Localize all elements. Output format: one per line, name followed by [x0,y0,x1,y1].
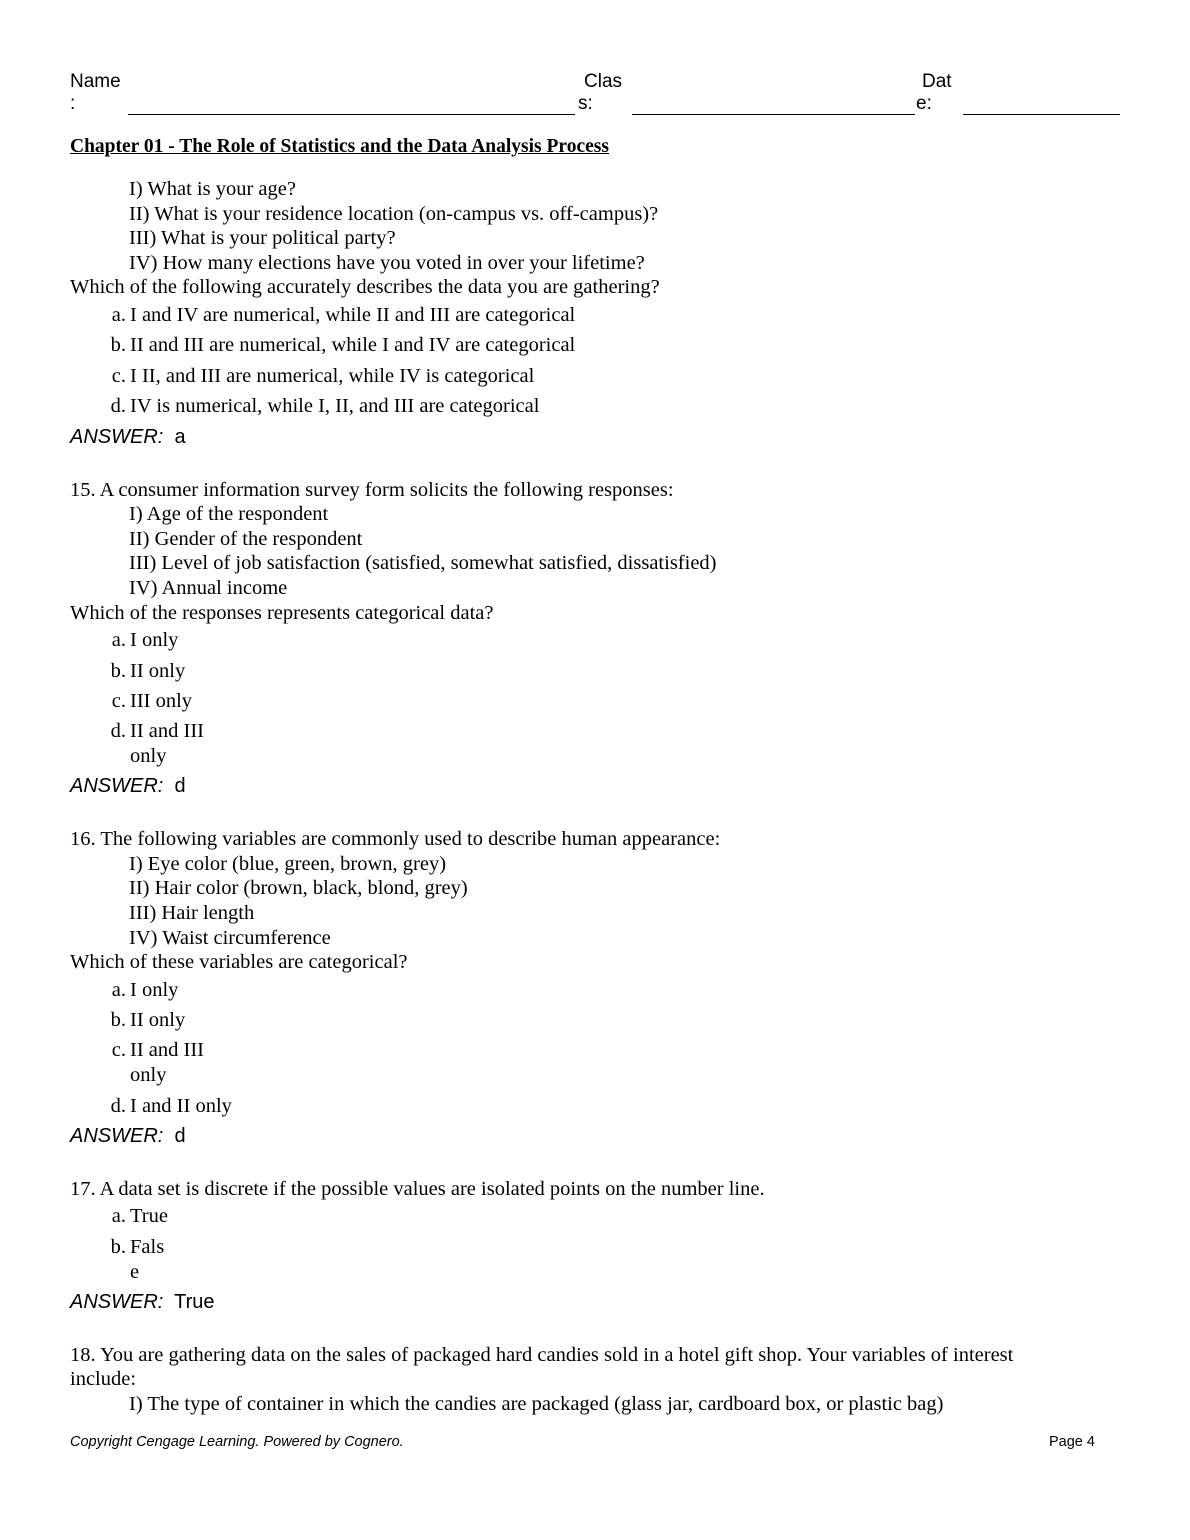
choice-letter: b. [110,334,126,356]
choice-letter: b. [110,660,126,682]
question-item: II) What is your residence location (on-campus vs. off-campus)? [129,203,659,225]
name-field[interactable] [128,114,575,115]
class-label-suffix: s: [578,93,593,114]
choice-letter: c. [111,1039,126,1061]
choice-letter: d. [110,720,126,742]
question-item: I) What is your age? [129,178,296,200]
choice-letter: a. [111,629,126,651]
question-item: I) Age of the respondent [129,503,329,525]
answer-value: a [174,426,186,448]
choice-letter: b. [110,1236,126,1258]
choice-letter: c. [111,365,126,387]
choice-text-cont: only [130,745,167,767]
choice-letter: a. [111,979,126,1001]
choice-text: II and III [130,720,204,742]
question-item: III) Level of job satisfaction (satisfied, somewhat satisfied, dissatisfied) [129,552,717,574]
choice-text: II only [130,1009,186,1031]
date-label-suffix: e: [916,93,932,114]
page-title: Chapter 01 - The Role of Statistics and the Data Analysis Process [70,136,609,157]
question-item: IV) Waist circumference [129,927,331,949]
answer-line [70,1125,186,1148]
answer-label: ANSWER: [70,775,164,797]
answer-label: ANSWER: [70,426,164,448]
date-field[interactable] [963,114,1120,115]
name-label: Name [70,71,121,92]
choice-text: I and II only [130,1095,232,1117]
answer-line [70,426,186,449]
question-stem: 15. A consumer information survey form solicits the following responses: [70,479,674,501]
question-item: III) What is your political party? [129,227,396,249]
choice-text: I II, and III are numerical, while IV is categorical [130,365,535,387]
choice-text-cont: only [130,1064,167,1086]
choice-text: II and III are numerical, while I and IV are categorical [130,334,576,356]
choice-text: I and IV are numerical, while II and III are categorical [130,304,576,326]
page-number: Page 4 [1049,1434,1095,1450]
choice-letter: a. [111,1205,126,1227]
question-text: Which of the responses represents categorical data? [70,602,494,624]
question-item: IV) Annual income [129,577,288,599]
choice-letter: d. [110,395,126,417]
choice-text-cont: e [130,1261,140,1283]
choice-text: Fals [130,1236,165,1258]
answer-line [70,1291,215,1314]
answer-line [70,775,186,798]
choice-text: I only [130,629,179,651]
question-text: Which of the following accurately describes the data you are gathering? [70,276,660,298]
choice-letter: a. [111,304,126,326]
choice-text: IV is numerical, while I, II, and III are categorical [130,395,540,417]
question-stem: 18. You are gathering data on the sales of packaged hard candies sold in a hotel gift shop. Your variables of interest [70,1344,1014,1366]
answer-value: d [174,775,186,797]
date-label: Dat [922,71,952,92]
question-item: II) Gender of the respondent [129,528,363,550]
question-item: I) Eye color (blue, green, brown, grey) [129,853,447,875]
choice-text: III only [130,690,193,712]
choice-text: True [130,1205,168,1227]
choice-letter: b. [110,1009,126,1031]
question-item: III) Hair length [129,902,255,924]
choice-letter: d. [110,1095,126,1117]
question-item: I) The type of container in which the candies are packaged (glass jar, cardboard box, or plastic bag) [129,1393,944,1415]
class-field[interactable] [632,114,915,115]
answer-value: True [174,1291,215,1313]
question-stem-cont: include: [70,1368,137,1390]
question-item: II) Hair color (brown, black, blond, grey) [129,877,468,899]
choice-text: II only [130,660,186,682]
class-label: Clas [584,71,623,92]
choice-text: I only [130,979,179,1001]
footer-copyright: Copyright Cengage Learning. Powered by Cognero. [70,1434,404,1450]
choice-letter: c. [111,690,126,712]
choice-text: II and III [130,1039,204,1061]
question-stem: 17. A data set is discrete if the possible values are isolated points on the number line. [70,1178,765,1200]
answer-label: ANSWER: [70,1125,164,1147]
name-label-colon: : [70,93,76,114]
answer-value: d [174,1125,186,1147]
question-stem: 16. The following variables are commonly used to describe human appearance: [70,828,721,850]
answer-label: ANSWER: [70,1291,164,1313]
question-item: IV) How many elections have you voted in over your lifetime? [129,252,645,274]
question-text: Which of these variables are categorical? [70,951,408,973]
